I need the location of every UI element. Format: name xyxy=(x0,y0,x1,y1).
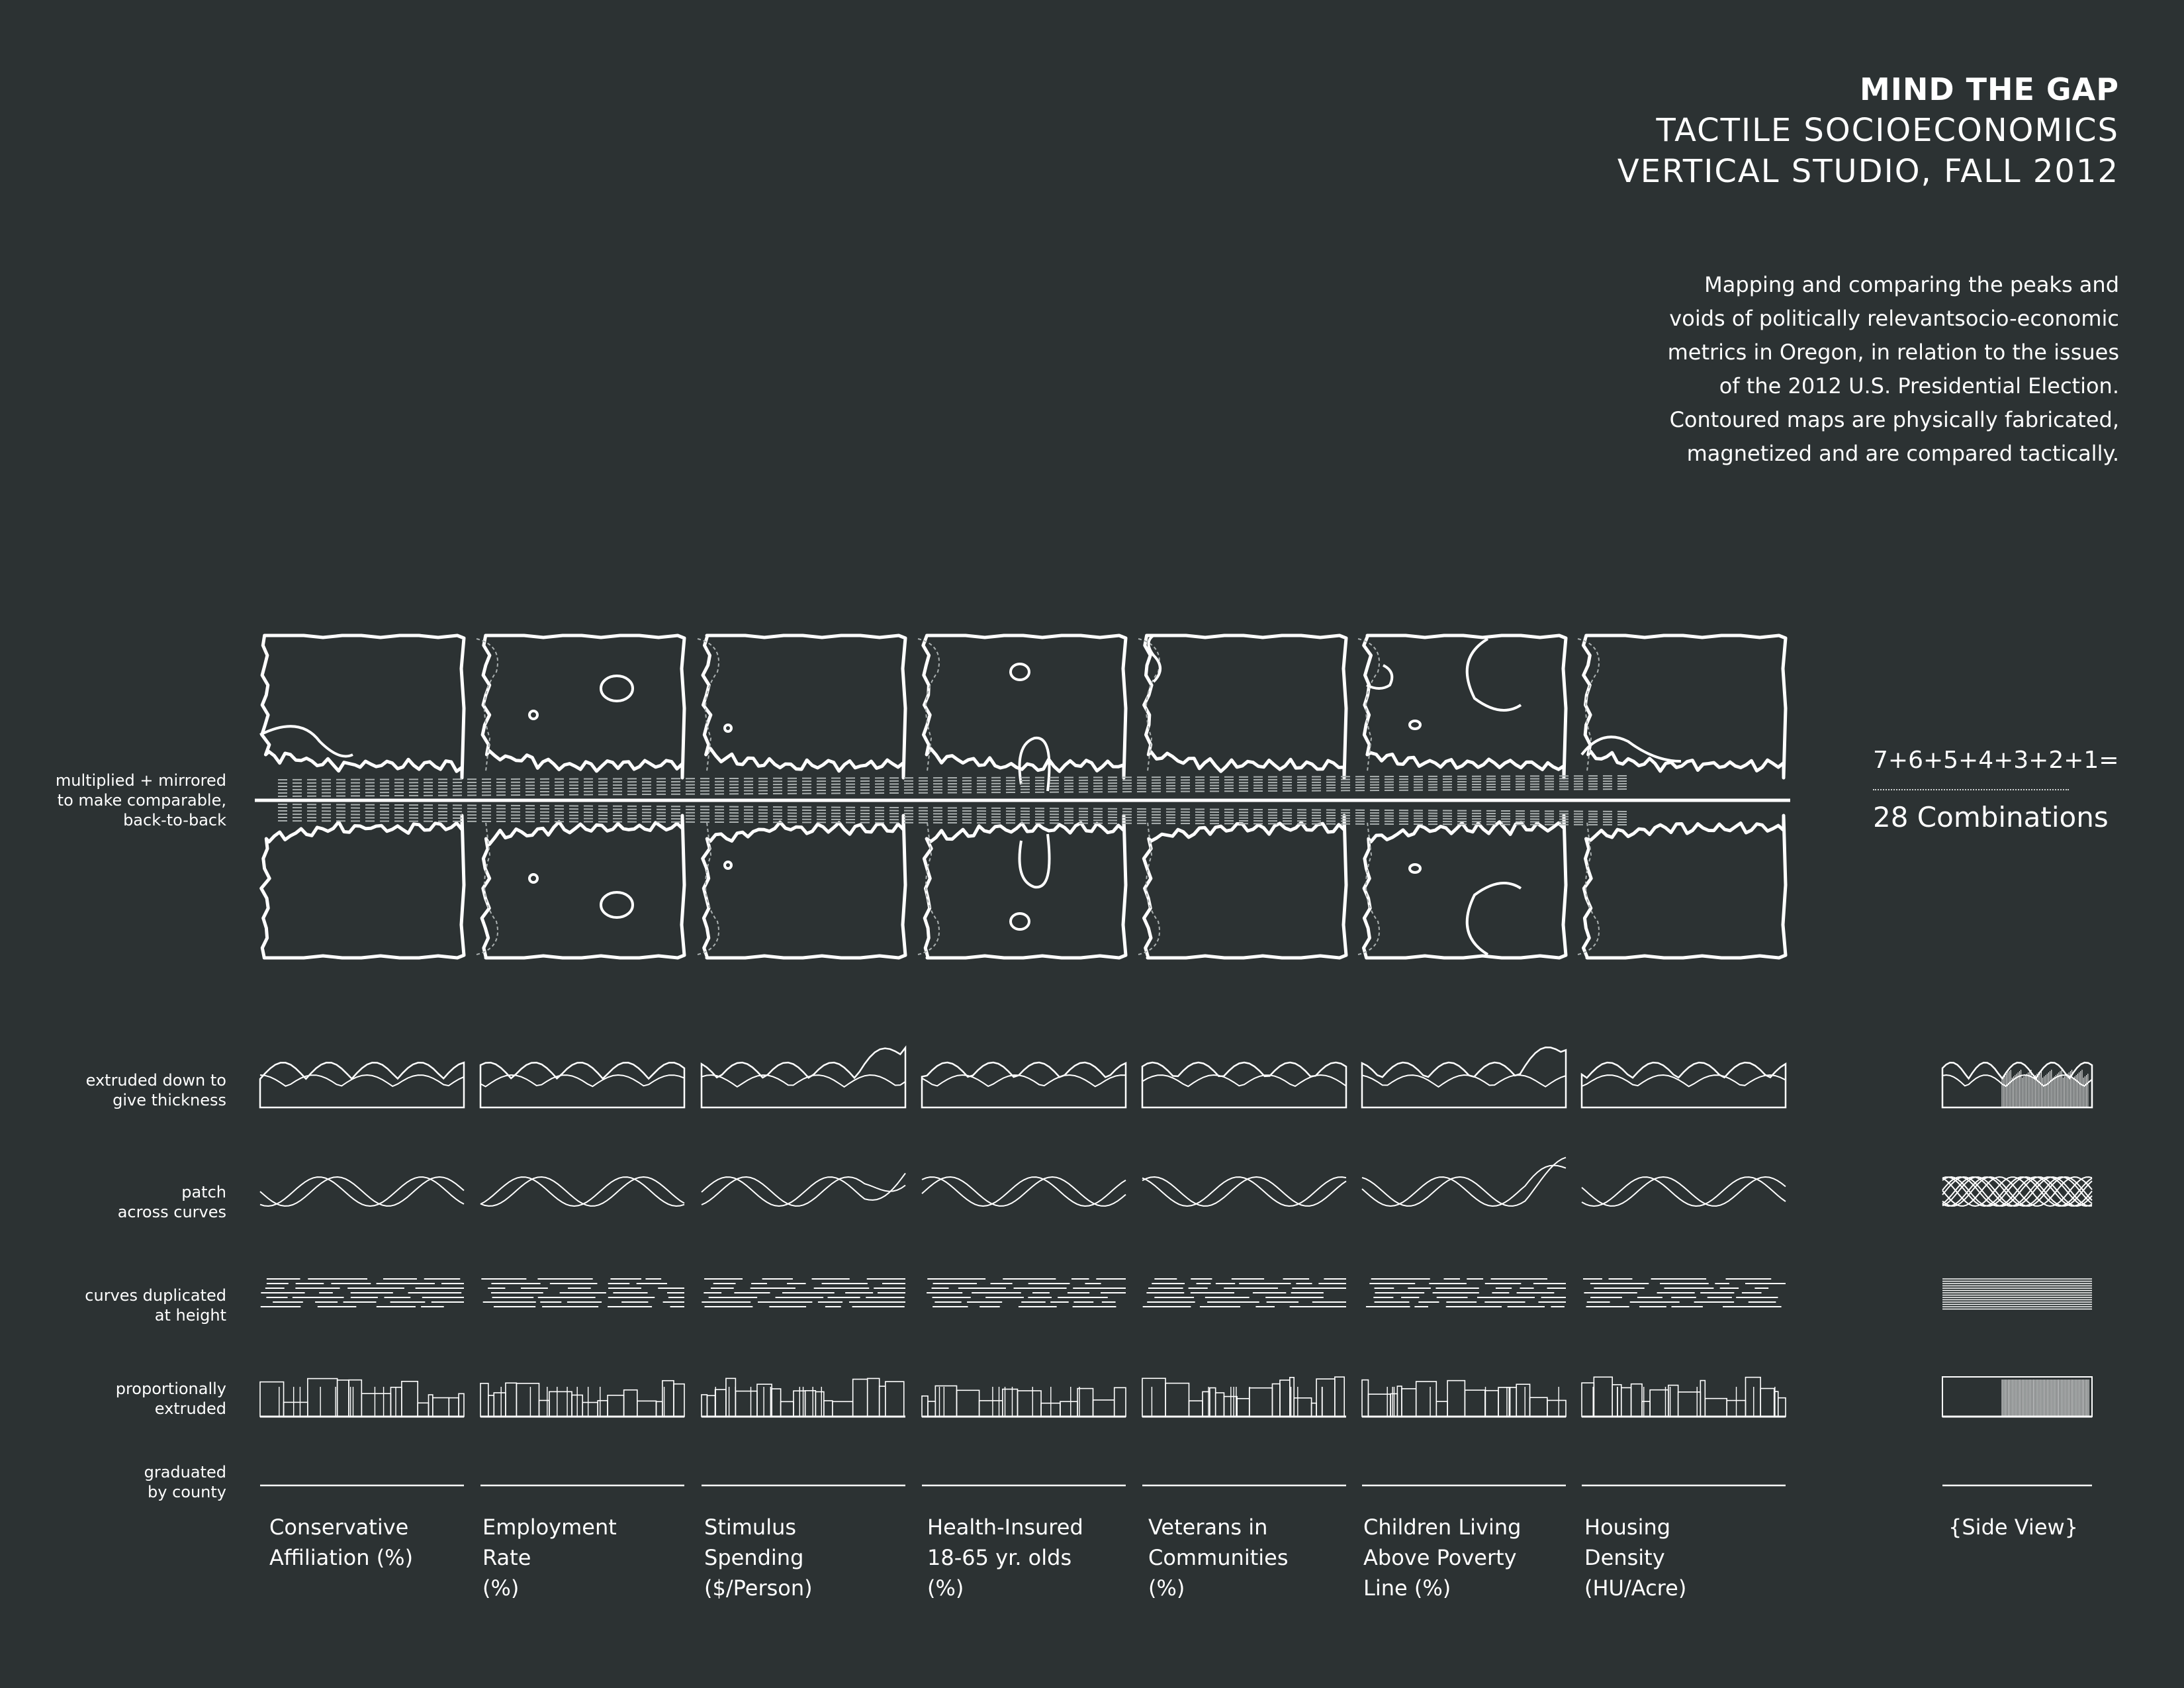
extrusion-block xyxy=(1017,1391,1041,1417)
extrusion-block xyxy=(1362,1380,1368,1417)
extrusion-block xyxy=(1612,1385,1621,1417)
extrusion-block xyxy=(428,1395,432,1417)
contour-void xyxy=(1410,721,1420,729)
description-line: Mapping and comparing the peaks and xyxy=(1704,272,2119,297)
extrusion-block xyxy=(1165,1383,1189,1417)
column-label-line: {Side View} xyxy=(1948,1515,2079,1540)
label-extruded-down xyxy=(86,1070,226,1110)
label-line: proportionally xyxy=(115,1380,226,1398)
extrusion-block xyxy=(1060,1401,1077,1417)
extrusion-block xyxy=(480,1383,488,1417)
combinations-count: 28 Combinations xyxy=(1873,801,2109,833)
side-view-label xyxy=(1948,1512,2078,1542)
label-proportionally xyxy=(116,1379,226,1419)
column-label-conservative xyxy=(269,1512,413,1573)
title-main: MIND THE GAP xyxy=(1860,71,2119,107)
extruded-inner-curve xyxy=(1362,1075,1566,1087)
extrusion-block xyxy=(1642,1401,1650,1417)
extrusion-block xyxy=(637,1401,657,1417)
extrusion-block xyxy=(1115,1387,1126,1417)
extrusion-block xyxy=(1582,1383,1594,1417)
comparison-dashes xyxy=(278,784,1628,790)
extrusion-block xyxy=(608,1395,624,1417)
extrusion-block xyxy=(1210,1388,1216,1417)
column-label-line: Housing xyxy=(1584,1515,1671,1540)
extrusion-block xyxy=(1093,1400,1115,1417)
column-label-veterans xyxy=(1148,1512,1289,1603)
label-line: to make comparable, xyxy=(57,791,226,810)
extrusion-block xyxy=(957,1390,979,1417)
extrusion-block xyxy=(715,1389,726,1417)
description-line: voids of politically relevantsocio-economic xyxy=(1669,306,2119,331)
description-line: of the 2012 U.S. Presidential Election. xyxy=(1719,373,2119,399)
label-line: back-to-back xyxy=(123,811,226,829)
oregon-map-outline-mirrored xyxy=(1364,816,1567,958)
oregon-map-outline-mirrored xyxy=(261,816,464,958)
label-patch xyxy=(118,1182,226,1222)
extruded-inner-curve xyxy=(1582,1075,1786,1086)
contour-bay xyxy=(1020,834,1050,887)
extrusion-block xyxy=(815,1391,823,1417)
extrusion-block xyxy=(805,1391,816,1417)
comparison-dashes xyxy=(278,778,1628,783)
extrusion-block xyxy=(868,1378,880,1417)
contour-void-mirrored xyxy=(601,892,633,917)
extrusion-block xyxy=(1760,1389,1774,1417)
description-line: magnetized and are compared tactically. xyxy=(1686,441,2119,466)
description-line: metrics in Oregon, in relation to the issues xyxy=(1667,340,2119,365)
column-label-line: Rate xyxy=(482,1545,531,1570)
column-label-line: 18-65 yr. olds xyxy=(927,1545,1072,1570)
extrusion-block xyxy=(449,1398,459,1417)
contour-void xyxy=(601,676,633,701)
extruded-inner-curve xyxy=(260,1075,464,1086)
extrusion-block xyxy=(1705,1399,1727,1417)
column-label-housing xyxy=(1584,1512,1686,1603)
title-subtitle: TACTILE SOCIOECONOMICS xyxy=(1656,112,2119,149)
extrusion-block xyxy=(1272,1384,1279,1417)
extruded-inner-curve xyxy=(480,1075,684,1087)
contour-void xyxy=(725,725,731,731)
column-label-stimulus xyxy=(704,1512,813,1603)
extruded-inner-curve xyxy=(702,1075,905,1087)
extrusion-block xyxy=(1516,1384,1529,1417)
extrusion-block xyxy=(488,1395,494,1417)
extrusion-block xyxy=(702,1395,707,1417)
extrusion-block xyxy=(1402,1389,1416,1417)
patch-curve xyxy=(702,1173,905,1206)
contour-void xyxy=(1011,664,1029,680)
extrusion-block xyxy=(1465,1390,1485,1417)
formula: 7+6+5+4+3+2+1= xyxy=(1873,747,2119,774)
column-label-line: (%) xyxy=(1148,1575,1185,1601)
extrusion-block xyxy=(928,1401,935,1417)
extrusion-block xyxy=(735,1391,757,1417)
extrusion-block xyxy=(880,1386,886,1417)
patch-curve xyxy=(1362,1158,1566,1206)
oregon-map-outline xyxy=(1144,635,1346,778)
extruded-profile xyxy=(480,1062,684,1107)
extrusion-block xyxy=(886,1382,904,1417)
extrusion-block xyxy=(1216,1393,1224,1417)
extrusion-block xyxy=(674,1384,684,1417)
label-line: patch xyxy=(181,1183,226,1201)
extrusion-block xyxy=(726,1378,735,1417)
column-label-line: Health-Insured xyxy=(927,1515,1083,1540)
extruded-inner-curve xyxy=(922,1075,1126,1086)
column-label-line: Veterans in xyxy=(1148,1515,1268,1540)
extrusion-block xyxy=(1547,1400,1566,1417)
extrusion-block xyxy=(338,1380,349,1417)
extrusion-block xyxy=(824,1401,833,1417)
extrusion-block xyxy=(1700,1381,1705,1417)
extrusion-block xyxy=(1416,1382,1437,1417)
oregon-map-outline xyxy=(1584,635,1786,778)
extrusion-block xyxy=(1745,1378,1760,1417)
extrusion-block xyxy=(707,1395,715,1417)
extrusion-block xyxy=(1250,1388,1273,1417)
comparison-dashes xyxy=(278,776,1628,780)
extrusion-block xyxy=(598,1401,608,1417)
extrusion-block xyxy=(260,1382,284,1417)
column-label-line: Employment xyxy=(482,1515,617,1540)
column-label-line: (%) xyxy=(482,1575,520,1601)
extrusion-block xyxy=(582,1403,598,1417)
comparison-dashes xyxy=(278,811,1628,817)
extrusion-block xyxy=(1237,1399,1250,1417)
extrusion-block xyxy=(833,1401,853,1417)
extrusion-block xyxy=(1436,1401,1447,1417)
label-line: by county xyxy=(148,1483,226,1501)
label-line: give thickness xyxy=(113,1091,226,1109)
extrusion-block xyxy=(516,1383,539,1417)
label-line: extruded xyxy=(154,1399,226,1418)
label-graduated xyxy=(144,1462,226,1502)
patch-curve xyxy=(922,1177,1126,1206)
extrusion-block xyxy=(935,1386,956,1417)
extrusion-block xyxy=(1778,1398,1786,1417)
extruded-profile xyxy=(260,1062,464,1107)
oregon-map-outline-mirrored xyxy=(703,816,905,958)
extrusion-block xyxy=(308,1379,338,1417)
extrusion-block xyxy=(624,1390,637,1417)
extrusion-block xyxy=(1312,1403,1316,1417)
extrusion-block xyxy=(1447,1381,1465,1417)
oregon-map-outline xyxy=(703,635,905,778)
extrusion-block xyxy=(549,1391,572,1417)
extrusion-block xyxy=(1335,1377,1344,1417)
extruded-profile xyxy=(922,1062,1126,1107)
label-curves-duplicated xyxy=(85,1286,226,1325)
column-label-employment xyxy=(482,1512,617,1603)
column-label-line: (HU/Acre) xyxy=(1584,1575,1687,1601)
column-label-line: Density xyxy=(1584,1545,1665,1570)
contour-void-mirrored xyxy=(725,862,731,868)
extrusion-block xyxy=(1316,1379,1335,1417)
label-mirrored xyxy=(56,771,226,830)
column-label-line: Children Living xyxy=(1363,1515,1522,1540)
extrusion-block xyxy=(1594,1377,1612,1417)
oregon-map-outline xyxy=(482,635,684,778)
extruded-profile xyxy=(1362,1047,1566,1107)
label-line: across curves xyxy=(117,1203,226,1221)
oregon-map-outline xyxy=(1364,635,1566,778)
extrusion-block xyxy=(1294,1398,1311,1417)
column-label-line: Spending xyxy=(704,1545,804,1570)
extrusion-block xyxy=(459,1393,464,1417)
formula-divider xyxy=(1873,789,2069,790)
patch-curve xyxy=(922,1177,1126,1206)
column-label-line: Communities xyxy=(1148,1545,1289,1570)
extrusion-block xyxy=(1397,1386,1402,1417)
extrusion-block xyxy=(1189,1401,1203,1417)
description-line: Contoured maps are physically fabricated, xyxy=(1669,407,2119,432)
extrusion-block xyxy=(1621,1387,1631,1417)
extrusion-block xyxy=(757,1384,772,1417)
extrusion-block xyxy=(1142,1378,1165,1417)
contour-void-mirrored xyxy=(1410,865,1420,872)
contour-bay xyxy=(260,726,353,756)
column-label-children xyxy=(1363,1512,1521,1603)
patch-curve xyxy=(702,1177,905,1206)
extrusion-block xyxy=(361,1393,390,1417)
patch-curve xyxy=(1582,1177,1786,1206)
extruded-profile xyxy=(702,1048,905,1107)
extrusion-block xyxy=(284,1402,308,1417)
oregon-map-outline-mirrored xyxy=(482,816,684,958)
extrusion-block xyxy=(1290,1378,1294,1417)
extrusion-block xyxy=(506,1383,516,1417)
label-line: at height xyxy=(154,1306,226,1325)
extrusion-block xyxy=(539,1401,549,1417)
column-label-line: ($/Person) xyxy=(704,1575,813,1601)
extrusion-block xyxy=(1530,1397,1547,1417)
extrusion-block xyxy=(418,1403,428,1417)
label-line: multiplied + mirrored xyxy=(55,771,226,790)
oregon-map-outline-mirrored xyxy=(1144,816,1346,958)
column-label-line: Conservative xyxy=(269,1515,409,1540)
extrusion-block xyxy=(494,1393,506,1417)
extrusion-block xyxy=(1280,1380,1290,1417)
oregon-map-outline xyxy=(923,635,1126,778)
extrusion-block xyxy=(781,1401,794,1417)
title-studio: VERTICAL STUDIO, FALL 2012 xyxy=(1617,153,2119,190)
oregon-map-outline xyxy=(262,635,464,778)
extrusion-block xyxy=(402,1382,418,1417)
extrusion-block xyxy=(1485,1391,1498,1417)
column-label-line: Line (%) xyxy=(1363,1575,1451,1601)
extrusion-block xyxy=(922,1396,928,1417)
extruded-inner-curve xyxy=(1942,1075,2092,1086)
oregon-map-outline-mirrored xyxy=(924,816,1126,958)
contour-void xyxy=(529,711,537,719)
column-label-line: (%) xyxy=(927,1575,964,1601)
patch-curve xyxy=(480,1177,684,1206)
extrusion-block xyxy=(1631,1384,1642,1417)
label-line: graduated xyxy=(144,1463,226,1481)
contour-void-mirrored xyxy=(1011,914,1029,929)
extruded-profile xyxy=(1582,1062,1786,1107)
contour-bay xyxy=(1467,639,1521,710)
label-line: curves duplicated xyxy=(85,1286,226,1305)
comparison-dashes xyxy=(278,814,1628,820)
comparison-dashes xyxy=(278,821,1628,825)
comparison-dashes xyxy=(278,781,1628,786)
column-label-line: Stimulus xyxy=(704,1515,797,1540)
comparison-dashes xyxy=(278,818,1628,822)
extrusion-block xyxy=(433,1398,449,1417)
contour-bay xyxy=(1467,883,1521,955)
column-label-line: Above Poverty xyxy=(1363,1545,1517,1570)
extrusion-block xyxy=(656,1401,662,1417)
oregon-map-outline-mirrored xyxy=(1584,816,1786,958)
label-line: extruded down to xyxy=(85,1071,226,1090)
contour-void-mirrored xyxy=(529,874,537,882)
column-label-health xyxy=(927,1512,1083,1603)
extrusion-block xyxy=(853,1380,868,1417)
extrusion-block xyxy=(772,1389,781,1417)
column-label-line: Affiliation (%) xyxy=(269,1545,414,1570)
